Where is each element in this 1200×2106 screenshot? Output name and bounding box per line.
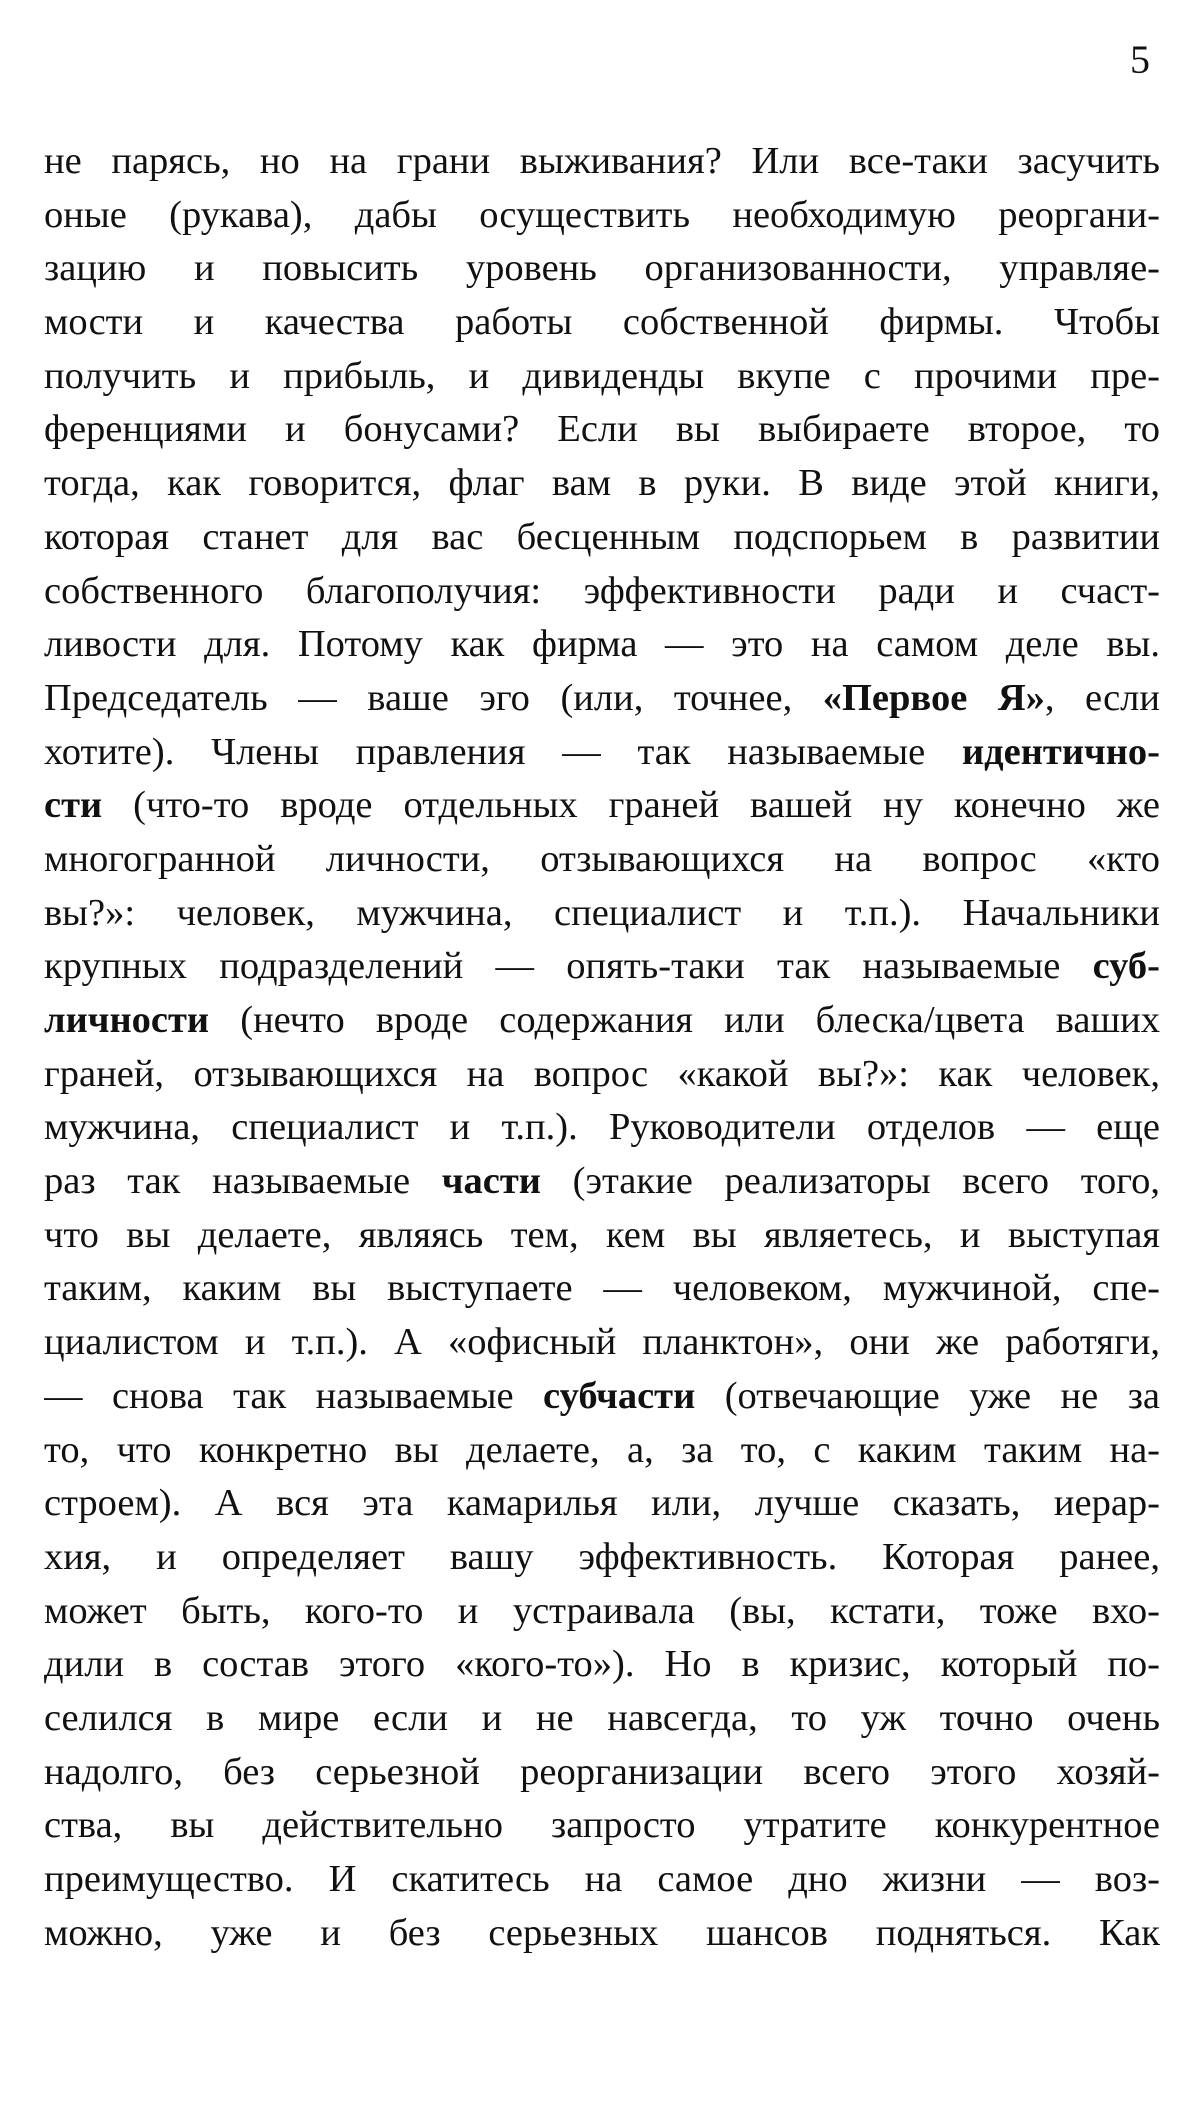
text-line [44,726,1160,780]
line-text: можно, уже и без серьезных шансов подняться. Как [44,1911,1160,1954]
text-line [44,1638,1160,1692]
line-text: не парясь, но на грани выживания? Или все-таки засучить [44,140,1160,182]
line-text: вы?»: человек, мужчина, специалист и т.п.). Начальники [44,891,1160,934]
line-text: Председатель — ваше эго (или, точнее, [44,676,823,719]
text-line [44,833,1160,887]
bold-term: суб- [1092,945,1160,988]
text-line [44,1209,1160,1263]
line-text: крупных подразделений — опять-таки так называемые [44,945,1093,988]
line-text: таким, каким вы выступаете — человеком, мужчиной, спе- [44,1267,1160,1310]
bold-term: субчасти [543,1374,696,1417]
text-line [44,1531,1160,1585]
text-line [44,1477,1160,1531]
line-text: , если [1044,676,1160,719]
text-line [44,1907,1160,1961]
line-text: ливости для. Потому как фирма — это на самом деле вы. [44,623,1160,666]
line-text: строем). А вся эта камарилья или, лучше сказать, иерар- [44,1482,1160,1525]
text-line [44,1424,1160,1478]
text-line [44,296,1160,350]
line-text: хия, и определяет вашу эффективность. Которая ранее, [44,1535,1160,1578]
text-line [44,994,1160,1048]
line-text: собственного благополучия: эффективности ради и счаст- [44,569,1160,612]
line-text: граней, отзывающихся на вопрос «какой вы?»: как человек, [44,1052,1160,1095]
text-line [44,511,1160,565]
bold-term: идентично- [962,730,1160,773]
line-text: (отвечающие уже не за [695,1374,1160,1417]
text-line [44,135,1160,189]
line-text: оные (рукава), дабы осуществить необходимую реоргани- [44,193,1160,236]
text-line [44,1155,1160,1209]
line-text: раз так называемые [44,1160,442,1203]
line-text: — снова так называемые [44,1374,544,1417]
bold-term: «Первое Я» [822,676,1045,719]
text-line [44,1101,1160,1155]
line-text: может быть, кого-то и устраивала (вы, кстати, тоже вхо- [44,1589,1160,1632]
text-line [44,1799,1160,1853]
text-line [44,1585,1160,1639]
text-line [44,672,1160,726]
line-text: многогранной личности, отзывающихся на вопрос «кто [44,837,1160,880]
text-line [44,1316,1160,1370]
text-line [44,887,1160,941]
text-line [44,1262,1160,1316]
text-line [44,350,1160,404]
line-text: преимущество. И скатитесь на самое дно жизни — воз- [44,1858,1160,1900]
line-text: хотите). Члены правления — так называемые [44,730,962,773]
body-text [44,135,1160,1960]
text-line [44,1692,1160,1746]
text-line [44,457,1160,511]
text-line [44,1746,1160,1800]
line-text: селился в мире если и не навсегда, то уж точно очень [44,1696,1160,1739]
text-line [44,1853,1160,1907]
line-text: зацию и повысить уровень организованности, управляе- [44,247,1160,290]
line-text: получить и прибыль, и дивиденды вкупе с прочими пре- [44,354,1160,397]
line-text: которая станет для вас бесценным подспорьем в развитии [44,515,1160,558]
line-text: циалистом и т.п.). А «офисный планктон», они же работяги, [44,1321,1160,1364]
line-text: ства, вы действительно запросто утратите конкурентное [44,1804,1160,1847]
line-text: что вы делаете, являясь тем, кем вы являетесь, и выступая [44,1213,1160,1256]
line-text: мости и качества работы собственной фирмы. Чтобы [44,301,1160,344]
line-text: ференциями и бонусами? Если вы выбираете второе, то [44,408,1160,451]
text-line [44,403,1160,457]
line-text: (что-то вроде отдельных граней вашей ну конечно же [102,784,1160,827]
text-line [44,189,1160,243]
text-line [44,1370,1160,1424]
line-text: тогда, как говорится, флаг вам в руки. В виде этой книги, [44,462,1160,505]
line-text: (нечто вроде содержания или блеска/цвета ваших [209,999,1160,1041]
line-text: (этакие реализаторы всего того, [540,1160,1160,1203]
bold-term: части [441,1160,541,1203]
text-line [44,242,1160,296]
bold-term: сти [44,784,103,827]
text-line [44,565,1160,619]
text-line [44,1048,1160,1102]
bold-term: личности [44,999,210,1041]
text-line [44,940,1160,994]
line-text: надолго, без серьезной реорганизации всего этого хозяй- [44,1750,1160,1793]
line-text: то, что конкретно вы делаете, а, за то, с каким таким на- [44,1428,1160,1471]
text-line [44,779,1160,833]
line-text: мужчина, специалист и т.п.). Руководители отделов — еще [44,1106,1160,1149]
text-line [44,618,1160,672]
line-text: дили в состав этого «кого-то»). Но в кризис, который по- [44,1643,1160,1686]
page-number: 5 [1130,37,1150,82]
